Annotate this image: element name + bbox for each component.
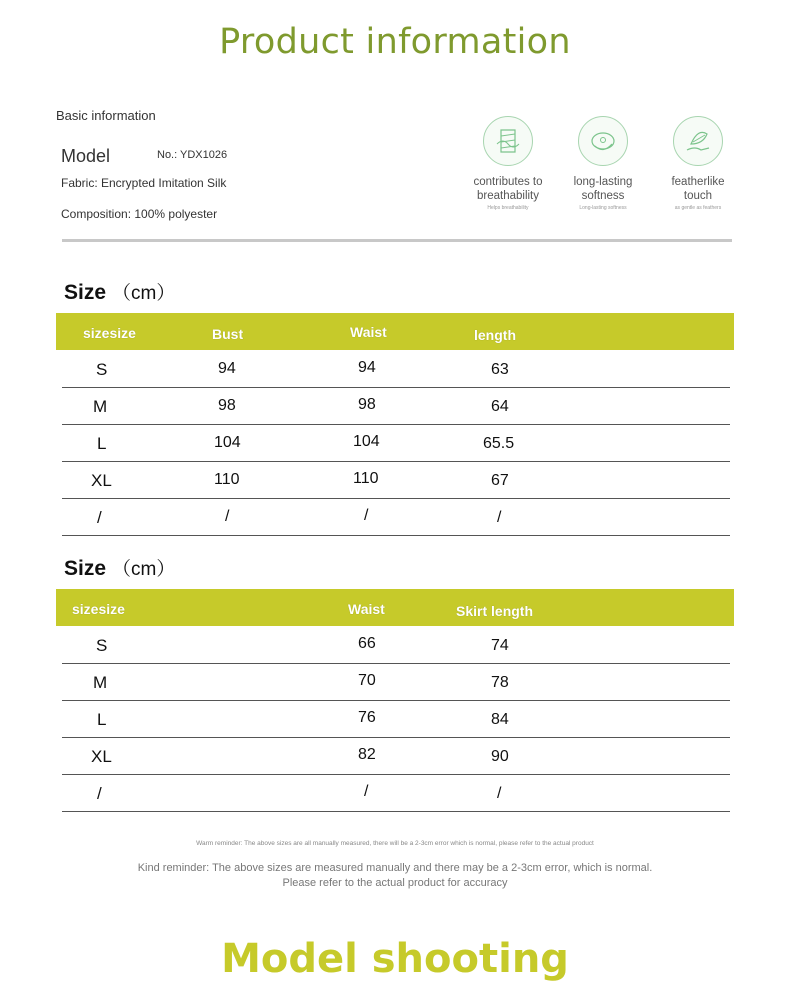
table-row	[62, 461, 730, 499]
header-size: sizesize	[72, 601, 125, 617]
table-row	[62, 774, 730, 812]
cell-waist: /	[364, 507, 369, 524]
page-title: Product information	[219, 22, 571, 62]
table-row	[62, 700, 730, 738]
feature-line1: contributes to	[473, 176, 543, 188]
feature-sub: Helps breathability	[487, 205, 529, 211]
cell-waist: /	[364, 783, 369, 800]
cell-size: XL	[91, 471, 112, 490]
composition-info: Composition: 100% polyester	[61, 207, 218, 221]
cell-skirt-length: 74	[491, 637, 509, 654]
cell-bust: 104	[214, 434, 241, 451]
size-table-1-title	[64, 278, 175, 305]
feature-sub: Long-lasting softness	[579, 205, 627, 211]
size-table-2-title	[64, 554, 175, 581]
model-label: Model	[61, 146, 111, 166]
cell-waist: 104	[353, 433, 380, 450]
model-shooting-title: Model shooting	[221, 936, 569, 982]
cell-length: 63	[491, 361, 509, 378]
cell-skirt-length: 84	[491, 711, 509, 728]
feature-line2: breathability	[476, 190, 539, 202]
header-bust: Bust	[212, 326, 244, 342]
cell-size: S	[96, 360, 108, 379]
cell-size: /	[97, 784, 102, 803]
header-waist: Waist	[348, 601, 385, 617]
cell-size: M	[93, 397, 108, 416]
feature-line2: softness	[581, 190, 625, 202]
cell-length: /	[497, 509, 502, 526]
feather-touch-icon	[673, 116, 723, 166]
model-number: No.: YDX1026	[157, 149, 228, 161]
kind-reminder	[0, 861, 790, 891]
cell-bust: 94	[218, 360, 236, 377]
kind-reminder-line1: Kind reminder: The above sizes are measured manually and there may be a 2-3cm error, which is normal.	[137, 862, 653, 874]
cell-waist: 98	[358, 396, 376, 413]
feature-softness	[553, 116, 653, 211]
header-length: length	[474, 327, 516, 343]
table-row	[62, 626, 730, 664]
table-row	[62, 737, 730, 775]
cell-size: L	[97, 710, 107, 729]
section-divider	[62, 239, 732, 242]
cell-length: 67	[491, 472, 509, 489]
table-row	[62, 424, 730, 462]
feature-line2: touch	[683, 190, 713, 202]
size-table-1-header	[56, 313, 734, 350]
feature-line1: featherlike	[671, 176, 725, 188]
feature-breathability	[458, 116, 558, 211]
cell-waist: 70	[358, 672, 376, 689]
size-unit: （cm）	[112, 559, 176, 580]
fabric-info: Fabric: Encrypted Imitation Silk	[61, 176, 227, 190]
feature-touch	[648, 116, 748, 211]
cell-bust: 98	[218, 397, 236, 414]
size-title-text: Size	[64, 281, 107, 304]
table-row	[62, 350, 730, 388]
cell-bust: 110	[214, 471, 240, 488]
cell-waist: 82	[358, 746, 376, 763]
cell-size: L	[97, 434, 107, 453]
size-title-text: Size	[64, 557, 107, 580]
table-row	[62, 498, 730, 536]
cell-waist: 66	[358, 635, 376, 652]
cell-bust: /	[225, 508, 230, 525]
header-waist: Waist	[350, 324, 387, 340]
cell-size: XL	[91, 747, 112, 766]
breathability-icon	[483, 116, 533, 166]
cell-size: /	[97, 508, 102, 527]
header-skirt-length: Skirt length	[456, 603, 534, 619]
cell-waist: 110	[353, 470, 379, 487]
table-row	[62, 663, 730, 701]
cell-skirt-length: 90	[491, 748, 509, 765]
feature-line1: long-lasting	[573, 176, 633, 188]
cell-length: 64	[491, 398, 509, 415]
softness-icon	[578, 116, 628, 166]
feature-sub: as gentle as feathers	[674, 205, 722, 211]
cell-size: S	[96, 636, 108, 655]
header-size: sizesize	[83, 325, 136, 341]
cell-length: 65.5	[483, 435, 515, 452]
cell-skirt-length: /	[497, 785, 502, 802]
warm-reminder: Warm reminder: The above sizes are all manually measured, there will be a 2-3cm error which is normal, please refer to the actual product	[196, 840, 594, 847]
table-row	[62, 387, 730, 425]
cell-skirt-length: 78	[491, 674, 509, 691]
size-unit: （cm）	[112, 283, 176, 304]
basic-info-label: Basic information	[56, 108, 156, 123]
size-table-2-header	[56, 589, 734, 626]
cell-size: M	[93, 673, 108, 692]
cell-waist: 94	[358, 359, 376, 376]
kind-reminder-line2: Please refer to the actual product for accuracy	[282, 877, 508, 889]
cell-waist: 76	[358, 709, 376, 726]
